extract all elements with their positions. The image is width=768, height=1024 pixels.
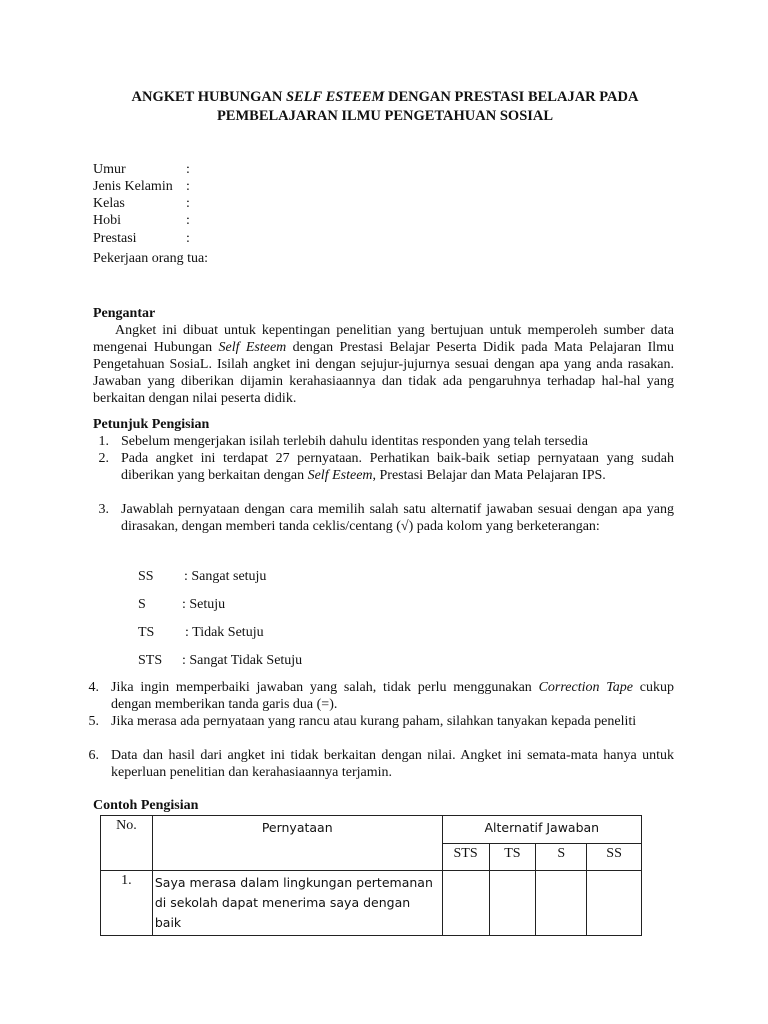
petunjuk-num-6: 6. <box>88 748 99 763</box>
petunjuk-item-1: Sebelum mengerjakan isilah terlebih dahulu identitas responden yang telah tersedia <box>121 434 588 449</box>
col-header-alternatif: Alternatif Jawaban <box>442 816 641 844</box>
petunjuk-num-5: 5. <box>88 714 99 729</box>
title-line1-italic: SELF ESTEEM <box>285 89 385 105</box>
legend-desc-s: : Setuju <box>182 597 226 612</box>
option-sts: STS <box>442 844 489 871</box>
petunjuk-item-4-post: cukup dengan memberikan tanda garis dua (=). <box>111 680 675 712</box>
row-pernyataan: Saya merasa dalam lingkungan pertemanan di sekolah dapat menerima saya dengan baik <box>152 871 442 936</box>
pengantar-text-post: dengan Prestasi Belajar Peserta Didik pada Mata Pelajaran Ilmu Pengetahuan SosiaL. Isilah angket ini dengan sejujur-jujurnya sesuai dengan apa yang anda rasakan. Jawaban yang diberikan dijamin kerahasiaannya dan tidak ada pengaruhnya terhadap hal-hal yang berkaitan dengan nilai peserta didik. <box>93 340 675 406</box>
legend-code-ss: SS <box>138 569 154 584</box>
title-line2: PEMBELAJARAN ILMU PENGETAHUAN SOSIAL <box>216 108 554 124</box>
petunjuk-item-3: Jawablah pernyataan dengan cara memilih salah satu alternatif jawaban sesuai dengan apa yang dirasakan, dengan memberi tanda ceklis/centang (√) pada kolom yang berketerangan: <box>121 502 674 534</box>
petunjuk-item-2-pre: Pada angket ini terdapat 27 pernyataan. Perhatikan baik-baik setiap pernyataan yang sudah diberikan yang berkaitan dengan <box>121 451 674 483</box>
identity-colon-prestasi: : <box>186 231 190 246</box>
answer-cell-ss[interactable] <box>587 871 642 936</box>
row-no: 1. <box>101 871 153 936</box>
contoh-table <box>100 815 642 936</box>
title-line1-post: DENGAN PRESTASI BELAJAR PADA <box>384 89 639 105</box>
legend-code-s: S <box>138 597 146 612</box>
pengantar-text-italic: Self Esteem <box>218 340 287 355</box>
pengantar-text-pre: Angket ini dibuat untuk kepentingan penelitian yang bertujuan untuk memperoleh sumber data mengenai Hubungan <box>93 323 674 355</box>
identity-colon-jenis-kelamin: : <box>186 179 190 194</box>
identity-label-prestasi: Prestasi <box>93 231 137 246</box>
identity-label-umur: Umur <box>93 162 126 177</box>
answer-cell-ts[interactable] <box>489 871 536 936</box>
pengantar-heading: Pengantar <box>93 306 156 321</box>
petunjuk-num-2: 2. <box>98 451 109 466</box>
identity-label-kelas: Kelas <box>93 196 125 211</box>
option-ss: SS <box>587 844 642 871</box>
petunjuk-item-6: Data dan hasil dari angket ini tidak berkaitan dengan nilai. Angket ini semata-mata hanya untuk keperluan penelitian dan kerahasiaannya terjamin. <box>111 748 674 780</box>
pengantar-text <box>93 322 674 407</box>
identity-colon-umur: : <box>186 162 190 177</box>
identity-colon-kelas: : <box>186 196 190 211</box>
option-ts: TS <box>489 844 536 871</box>
legend-desc-ts: : Tidak Setuju <box>185 625 264 640</box>
petunjuk-num-1: 1. <box>98 434 109 449</box>
identity-label-jenis-kelamin: Jenis Kelamin <box>93 179 173 194</box>
document-title <box>90 88 680 126</box>
answer-cell-sts[interactable] <box>442 871 489 936</box>
legend-desc-ss: : Sangat setuju <box>184 569 267 584</box>
petunjuk-num-3: 3. <box>98 502 109 517</box>
identity-label-hobi: Hobi <box>93 213 121 228</box>
petunjuk-item-4 <box>111 679 674 713</box>
legend-code-sts: STS <box>138 653 163 668</box>
petunjuk-item-2-italic: Self Esteem <box>307 468 373 483</box>
table-row <box>101 871 642 936</box>
legend-desc-sts: : Sangat Tidak Setuju <box>182 653 303 668</box>
identity-colon-hobi: : <box>186 213 190 228</box>
option-s: S <box>536 844 587 871</box>
petunjuk-item-4-italic: Correction Tape <box>538 680 634 695</box>
petunjuk-item-2 <box>121 450 674 484</box>
answer-cell-s[interactable] <box>536 871 587 936</box>
petunjuk-heading: Petunjuk Pengisian <box>93 417 210 432</box>
petunjuk-num-4: 4. <box>88 680 99 695</box>
title-line1-pre: ANGKET HUBUNGAN <box>131 89 286 105</box>
legend-code-ts: TS <box>138 625 155 640</box>
col-header-pernyataan: Pernyataan <box>152 816 442 871</box>
col-header-no: No. <box>101 816 153 871</box>
identity-label-pekerjaan: Pekerjaan orang tua: <box>93 251 209 266</box>
petunjuk-item-4-pre: Jika ingin memperbaiki jawaban yang salah, tidak perlu menggunakan <box>111 680 539 695</box>
petunjuk-item-2-post: , Prestasi Belajar dan Mata Pelajaran IPS. <box>372 468 606 483</box>
contoh-heading: Contoh Pengisian <box>93 798 199 813</box>
petunjuk-item-5: Jika merasa ada pernyataan yang rancu atau kurang paham, silahkan tanyakan kepada peneliti <box>111 714 637 729</box>
